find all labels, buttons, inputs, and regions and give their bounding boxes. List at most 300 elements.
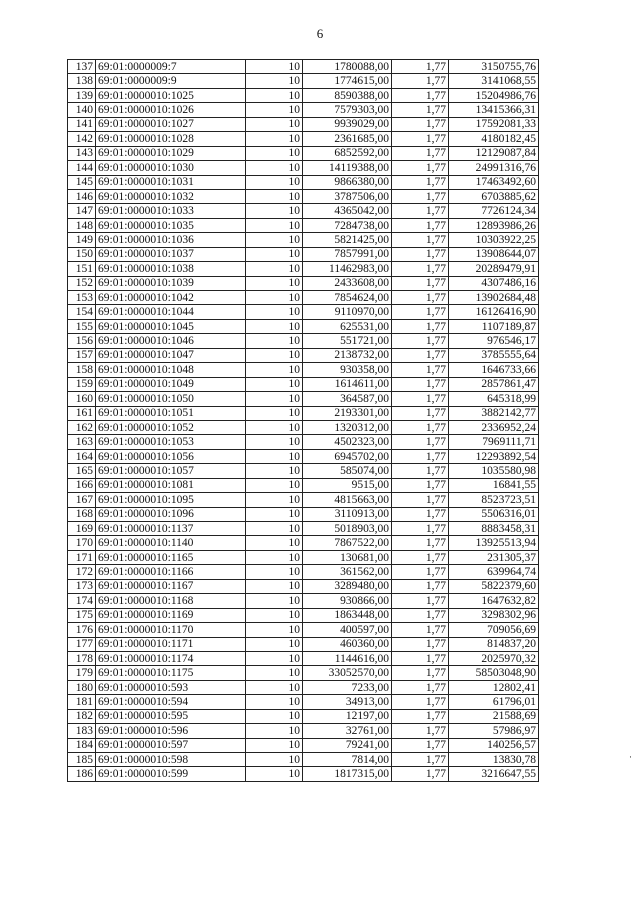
table-row (68, 550, 539, 564)
table-row (68, 651, 539, 665)
table-row (68, 522, 539, 536)
index-value-cell: 1,77 (392, 666, 449, 680)
base-value-cell: 7814,00 (303, 753, 392, 767)
cadastral-number-cell: 69:01:0000010:1167 (96, 579, 246, 593)
coefficient-10-cell: 10 (246, 406, 303, 420)
index-value-cell: 1,77 (392, 767, 449, 781)
row-number-cell: 150 (68, 247, 96, 261)
cadastral-number-cell: 69:01:0000010:1056 (96, 449, 246, 463)
coefficient-10-cell: 10 (246, 204, 303, 218)
result-value-cell: 3882142,77 (449, 406, 539, 420)
base-value-cell: 2361685,00 (303, 132, 392, 146)
coefficient-10-cell: 10 (246, 305, 303, 319)
cadastral-number-cell: 69:01:0000010:1174 (96, 651, 246, 665)
cadastral-number-cell: 69:01:0000010:1036 (96, 233, 246, 247)
table-row (68, 695, 539, 709)
base-value-cell: 585074,00 (303, 464, 392, 478)
coefficient-10-cell: 10 (246, 319, 303, 333)
index-value-cell: 1,77 (392, 522, 449, 536)
table-row (68, 132, 539, 146)
result-value-cell: 4180182,45 (449, 132, 539, 146)
index-value-cell: 1,77 (392, 175, 449, 189)
row-number-cell: 138 (68, 74, 96, 88)
row-number-cell: 159 (68, 377, 96, 391)
result-value-cell: 7969111,71 (449, 435, 539, 449)
table-row (68, 74, 539, 88)
cadastral-number-cell: 69:01:0000010:1057 (96, 464, 246, 478)
table-row (68, 767, 539, 781)
row-number-cell: 184 (68, 738, 96, 752)
result-value-cell: 8523723,51 (449, 493, 539, 507)
row-number-cell: 143 (68, 146, 96, 160)
row-number-cell: 152 (68, 276, 96, 290)
table-row (68, 146, 539, 160)
result-value-cell: 4307486,16 (449, 276, 539, 290)
index-value-cell: 1,77 (392, 204, 449, 218)
index-value-cell: 1,77 (392, 305, 449, 319)
table-row (68, 60, 539, 74)
base-value-cell: 3110913,00 (303, 507, 392, 521)
table-body (68, 60, 539, 782)
cadastral-number-cell: 69:01:0000010:1050 (96, 392, 246, 406)
coefficient-10-cell: 10 (246, 753, 303, 767)
index-value-cell: 1,77 (392, 420, 449, 434)
table-row (68, 117, 539, 131)
result-value-cell: 3150755,76 (449, 60, 539, 74)
cadastral-number-cell: 69:01:0000010:1027 (96, 117, 246, 131)
result-value-cell: 16126416,90 (449, 305, 539, 319)
row-number-cell: 177 (68, 637, 96, 651)
coefficient-10-cell: 10 (246, 550, 303, 564)
base-value-cell: 9515,00 (303, 478, 392, 492)
cadastral-number-cell: 69:01:0000010:1029 (96, 146, 246, 160)
coefficient-10-cell: 10 (246, 161, 303, 175)
base-value-cell: 551721,00 (303, 334, 392, 348)
result-value-cell: 57986,97 (449, 724, 539, 738)
base-value-cell: 625531,00 (303, 319, 392, 333)
base-value-cell: 460360,00 (303, 637, 392, 651)
cadastral-number-cell: 69:01:0000010:1038 (96, 262, 246, 276)
index-value-cell: 1,77 (392, 363, 449, 377)
base-value-cell: 3787506,00 (303, 189, 392, 203)
coefficient-10-cell: 10 (246, 291, 303, 305)
row-number-cell: 169 (68, 522, 96, 536)
result-value-cell: 13902684,48 (449, 291, 539, 305)
coefficient-10-cell: 10 (246, 507, 303, 521)
row-number-cell: 173 (68, 579, 96, 593)
index-value-cell: 1,77 (392, 507, 449, 521)
index-value-cell: 1,77 (392, 146, 449, 160)
row-number-cell: 158 (68, 363, 96, 377)
index-value-cell: 1,77 (392, 132, 449, 146)
result-value-cell: 2857861,47 (449, 377, 539, 391)
table-row (68, 103, 539, 117)
coefficient-10-cell: 10 (246, 738, 303, 752)
base-value-cell: 6945702,00 (303, 449, 392, 463)
result-value-cell: 12802,41 (449, 680, 539, 694)
table-row (68, 392, 539, 406)
row-number-cell: 146 (68, 189, 96, 203)
base-value-cell: 5018903,00 (303, 522, 392, 536)
base-value-cell: 1320312,00 (303, 420, 392, 434)
base-value-cell: 1863448,00 (303, 608, 392, 622)
base-value-cell: 1817315,00 (303, 767, 392, 781)
table-row (68, 709, 539, 723)
coefficient-10-cell: 10 (246, 637, 303, 651)
result-value-cell: 976546,17 (449, 334, 539, 348)
base-value-cell: 1614611,00 (303, 377, 392, 391)
index-value-cell: 1,77 (392, 608, 449, 622)
result-value-cell: 24991316,76 (449, 161, 539, 175)
table-row (68, 666, 539, 680)
table-row (68, 623, 539, 637)
table-row (68, 334, 539, 348)
base-value-cell: 11462983,00 (303, 262, 392, 276)
coefficient-10-cell: 10 (246, 262, 303, 276)
cadastral-number-cell: 69:01:0000010:1166 (96, 565, 246, 579)
index-value-cell: 1,77 (392, 579, 449, 593)
row-number-cell: 171 (68, 550, 96, 564)
coefficient-10-cell: 10 (246, 218, 303, 232)
coefficient-10-cell: 10 (246, 623, 303, 637)
coefficient-10-cell: 10 (246, 565, 303, 579)
base-value-cell: 7857991,00 (303, 247, 392, 261)
coefficient-10-cell: 10 (246, 377, 303, 391)
result-value-cell: 1646733,66 (449, 363, 539, 377)
index-value-cell: 1,77 (392, 478, 449, 492)
cadastral-number-cell: 69:01:0000010:1171 (96, 637, 246, 651)
base-value-cell: 9866380,00 (303, 175, 392, 189)
base-value-cell: 34913,00 (303, 695, 392, 709)
coefficient-10-cell: 10 (246, 695, 303, 709)
result-value-cell: 3298302,96 (449, 608, 539, 622)
base-value-cell: 1144616,00 (303, 651, 392, 665)
index-value-cell: 1,77 (392, 695, 449, 709)
base-value-cell: 7867522,00 (303, 536, 392, 550)
row-number-cell: 139 (68, 88, 96, 102)
base-value-cell: 7579303,00 (303, 103, 392, 117)
base-value-cell: 7233,00 (303, 680, 392, 694)
result-value-cell: 6703885,62 (449, 189, 539, 203)
table-row (68, 161, 539, 175)
base-value-cell: 5821425,00 (303, 233, 392, 247)
cadastral-number-cell: 69:01:0000010:1049 (96, 377, 246, 391)
base-value-cell: 130681,00 (303, 550, 392, 564)
result-value-cell: 3141068,55 (449, 74, 539, 88)
cadastral-number-cell: 69:01:0000010:1170 (96, 623, 246, 637)
cadastral-number-cell: 69:01:0000010:1140 (96, 536, 246, 550)
result-value-cell: 5506316,01 (449, 507, 539, 521)
row-number-cell: 142 (68, 132, 96, 146)
cadastral-value-table (67, 59, 539, 782)
coefficient-10-cell: 10 (246, 348, 303, 362)
coefficient-10-cell: 10 (246, 132, 303, 146)
coefficient-10-cell: 10 (246, 74, 303, 88)
index-value-cell: 1,77 (392, 348, 449, 362)
index-value-cell: 1,77 (392, 247, 449, 261)
index-value-cell: 1,77 (392, 392, 449, 406)
index-value-cell: 1,77 (392, 709, 449, 723)
index-value-cell: 1,77 (392, 753, 449, 767)
cadastral-number-cell: 69:01:0000010:1095 (96, 493, 246, 507)
index-value-cell: 1,77 (392, 550, 449, 564)
cadastral-number-cell: 69:01:0000010:1045 (96, 319, 246, 333)
result-value-cell: 13415366,31 (449, 103, 539, 117)
coefficient-10-cell: 10 (246, 651, 303, 665)
base-value-cell: 14119388,00 (303, 161, 392, 175)
coefficient-10-cell: 10 (246, 189, 303, 203)
cadastral-number-cell: 69:01:0000010:1081 (96, 478, 246, 492)
index-value-cell: 1,77 (392, 651, 449, 665)
table-row (68, 377, 539, 391)
result-value-cell: 17592081,33 (449, 117, 539, 131)
table-row (68, 680, 539, 694)
index-value-cell: 1,77 (392, 189, 449, 203)
base-value-cell: 8590388,00 (303, 88, 392, 102)
index-value-cell: 1,77 (392, 724, 449, 738)
row-number-cell: 175 (68, 608, 96, 622)
index-value-cell: 1,77 (392, 536, 449, 550)
table-row (68, 305, 539, 319)
result-value-cell: 58503048,90 (449, 666, 539, 680)
cadastral-number-cell: 69:01:0000010:1051 (96, 406, 246, 420)
coefficient-10-cell: 10 (246, 464, 303, 478)
cadastral-number-cell: 69:01:0000009:7 (96, 60, 246, 74)
table-row (68, 507, 539, 521)
cadastral-number-cell: 69:01:0000010:1053 (96, 435, 246, 449)
table-row (68, 291, 539, 305)
result-value-cell: 21588,69 (449, 709, 539, 723)
cadastral-number-cell: 69:01:0000010:1044 (96, 305, 246, 319)
row-number-cell: 148 (68, 218, 96, 232)
coefficient-10-cell: 10 (246, 493, 303, 507)
coefficient-10-cell: 10 (246, 680, 303, 694)
table-row (68, 247, 539, 261)
row-number-cell: 168 (68, 507, 96, 521)
result-value-cell: 13830,78 (449, 753, 539, 767)
coefficient-10-cell: 10 (246, 392, 303, 406)
cadastral-number-cell: 69:01:0000010:1028 (96, 132, 246, 146)
row-number-cell: 144 (68, 161, 96, 175)
index-value-cell: 1,77 (392, 493, 449, 507)
table-row (68, 449, 539, 463)
base-value-cell: 1780088,00 (303, 60, 392, 74)
row-number-cell: 180 (68, 680, 96, 694)
index-value-cell: 1,77 (392, 291, 449, 305)
cadastral-number-cell: 69:01:0000010:596 (96, 724, 246, 738)
result-value-cell: 2336952,24 (449, 420, 539, 434)
table-row (68, 175, 539, 189)
table-row (68, 233, 539, 247)
coefficient-10-cell: 10 (246, 420, 303, 434)
row-number-cell: 160 (68, 392, 96, 406)
cadastral-number-cell: 69:01:0000010:593 (96, 680, 246, 694)
table-row (68, 204, 539, 218)
row-number-cell: 163 (68, 435, 96, 449)
result-value-cell: 709056,69 (449, 623, 539, 637)
base-value-cell: 361562,00 (303, 565, 392, 579)
table-row (68, 478, 539, 492)
row-number-cell: 156 (68, 334, 96, 348)
base-value-cell: 3289480,00 (303, 579, 392, 593)
base-value-cell: 12197,00 (303, 709, 392, 723)
cadastral-number-cell: 69:01:0000009:9 (96, 74, 246, 88)
table-row (68, 348, 539, 362)
edge-mark: · (629, 752, 632, 762)
index-value-cell: 1,77 (392, 161, 449, 175)
coefficient-10-cell: 10 (246, 594, 303, 608)
index-value-cell: 1,77 (392, 377, 449, 391)
table-row (68, 88, 539, 102)
coefficient-10-cell: 10 (246, 666, 303, 680)
result-value-cell: 12129087,84 (449, 146, 539, 160)
table-row (68, 637, 539, 651)
row-number-cell: 140 (68, 103, 96, 117)
index-value-cell: 1,77 (392, 334, 449, 348)
row-number-cell: 181 (68, 695, 96, 709)
row-number-cell: 157 (68, 348, 96, 362)
row-number-cell: 161 (68, 406, 96, 420)
cadastral-number-cell: 69:01:0000010:1042 (96, 291, 246, 305)
cadastral-number-cell: 69:01:0000010:1046 (96, 334, 246, 348)
base-value-cell: 364587,00 (303, 392, 392, 406)
result-value-cell: 814837,20 (449, 637, 539, 651)
cadastral-number-cell: 69:01:0000010:598 (96, 753, 246, 767)
base-value-cell: 930358,00 (303, 363, 392, 377)
cadastral-number-cell: 69:01:0000010:597 (96, 738, 246, 752)
coefficient-10-cell: 10 (246, 767, 303, 781)
base-value-cell: 33052570,00 (303, 666, 392, 680)
coefficient-10-cell: 10 (246, 175, 303, 189)
table-row (68, 189, 539, 203)
result-value-cell: 1107189,87 (449, 319, 539, 333)
result-value-cell: 13925513,94 (449, 536, 539, 550)
result-value-cell: 8883458,31 (449, 522, 539, 536)
cadastral-number-cell: 69:01:0000010:1137 (96, 522, 246, 536)
cadastral-number-cell: 69:01:0000010:1048 (96, 363, 246, 377)
result-value-cell: 12293892,54 (449, 449, 539, 463)
row-number-cell: 186 (68, 767, 96, 781)
coefficient-10-cell: 10 (246, 117, 303, 131)
cadastral-number-cell: 69:01:0000010:1032 (96, 189, 246, 203)
coefficient-10-cell: 10 (246, 60, 303, 74)
result-value-cell: 12893986,26 (449, 218, 539, 232)
table-row (68, 406, 539, 420)
cadastral-number-cell: 69:01:0000010:1169 (96, 608, 246, 622)
index-value-cell: 1,77 (392, 233, 449, 247)
index-value-cell: 1,77 (392, 88, 449, 102)
cadastral-number-cell: 69:01:0000010:1033 (96, 204, 246, 218)
result-value-cell: 20289479,91 (449, 262, 539, 276)
base-value-cell: 7854624,00 (303, 291, 392, 305)
table-row (68, 435, 539, 449)
index-value-cell: 1,77 (392, 680, 449, 694)
row-number-cell: 153 (68, 291, 96, 305)
table-row (68, 753, 539, 767)
result-value-cell: 10303922,25 (449, 233, 539, 247)
coefficient-10-cell: 10 (246, 103, 303, 117)
index-value-cell: 1,77 (392, 60, 449, 74)
result-value-cell: 639964,74 (449, 565, 539, 579)
cadastral-number-cell: 69:01:0000010:594 (96, 695, 246, 709)
base-value-cell: 79241,00 (303, 738, 392, 752)
cadastral-number-cell: 69:01:0000010:1039 (96, 276, 246, 290)
index-value-cell: 1,77 (392, 117, 449, 131)
table-row (68, 262, 539, 276)
result-value-cell: 16841,55 (449, 478, 539, 492)
row-number-cell: 183 (68, 724, 96, 738)
result-value-cell: 1647632,82 (449, 594, 539, 608)
index-value-cell: 1,77 (392, 406, 449, 420)
row-number-cell: 162 (68, 420, 96, 434)
row-number-cell: 151 (68, 262, 96, 276)
index-value-cell: 1,77 (392, 103, 449, 117)
result-value-cell: 15204986,76 (449, 88, 539, 102)
index-value-cell: 1,77 (392, 594, 449, 608)
row-number-cell: 170 (68, 536, 96, 550)
cadastral-number-cell: 69:01:0000010:1031 (96, 175, 246, 189)
table-row (68, 536, 539, 550)
coefficient-10-cell: 10 (246, 608, 303, 622)
row-number-cell: 154 (68, 305, 96, 319)
base-value-cell: 9939029,00 (303, 117, 392, 131)
result-value-cell: 3785555,64 (449, 348, 539, 362)
cadastral-number-cell: 69:01:0000010:1096 (96, 507, 246, 521)
coefficient-10-cell: 10 (246, 276, 303, 290)
cadastral-number-cell: 69:01:0000010:1037 (96, 247, 246, 261)
base-value-cell: 2433608,00 (303, 276, 392, 290)
result-value-cell: 5822379,60 (449, 579, 539, 593)
row-number-cell: 179 (68, 666, 96, 680)
table-row (68, 608, 539, 622)
cadastral-number-cell: 69:01:0000010:1047 (96, 348, 246, 362)
coefficient-10-cell: 10 (246, 146, 303, 160)
row-number-cell: 164 (68, 449, 96, 463)
coefficient-10-cell: 10 (246, 536, 303, 550)
index-value-cell: 1,77 (392, 74, 449, 88)
cadastral-number-cell: 69:01:0000010:1035 (96, 218, 246, 232)
index-value-cell: 1,77 (392, 319, 449, 333)
coefficient-10-cell: 10 (246, 724, 303, 738)
base-value-cell: 2193301,00 (303, 406, 392, 420)
index-value-cell: 1,77 (392, 262, 449, 276)
cadastral-number-cell: 69:01:0000010:1052 (96, 420, 246, 434)
index-value-cell: 1,77 (392, 464, 449, 478)
coefficient-10-cell: 10 (246, 334, 303, 348)
base-value-cell: 4365042,00 (303, 204, 392, 218)
row-number-cell: 137 (68, 60, 96, 74)
coefficient-10-cell: 10 (246, 449, 303, 463)
row-number-cell: 141 (68, 117, 96, 131)
table-row (68, 724, 539, 738)
base-value-cell: 4815663,00 (303, 493, 392, 507)
cadastral-number-cell: 69:01:0000010:599 (96, 767, 246, 781)
row-number-cell: 185 (68, 753, 96, 767)
base-value-cell: 6852592,00 (303, 146, 392, 160)
row-number-cell: 174 (68, 594, 96, 608)
result-value-cell: 7726124,34 (449, 204, 539, 218)
table-row (68, 276, 539, 290)
result-value-cell: 231305,37 (449, 550, 539, 564)
table-row (68, 594, 539, 608)
coefficient-10-cell: 10 (246, 363, 303, 377)
index-value-cell: 1,77 (392, 449, 449, 463)
result-value-cell: 645318,99 (449, 392, 539, 406)
index-value-cell: 1,77 (392, 276, 449, 290)
base-value-cell: 2138732,00 (303, 348, 392, 362)
index-value-cell: 1,77 (392, 623, 449, 637)
cadastral-number-cell: 69:01:0000010:1030 (96, 161, 246, 175)
